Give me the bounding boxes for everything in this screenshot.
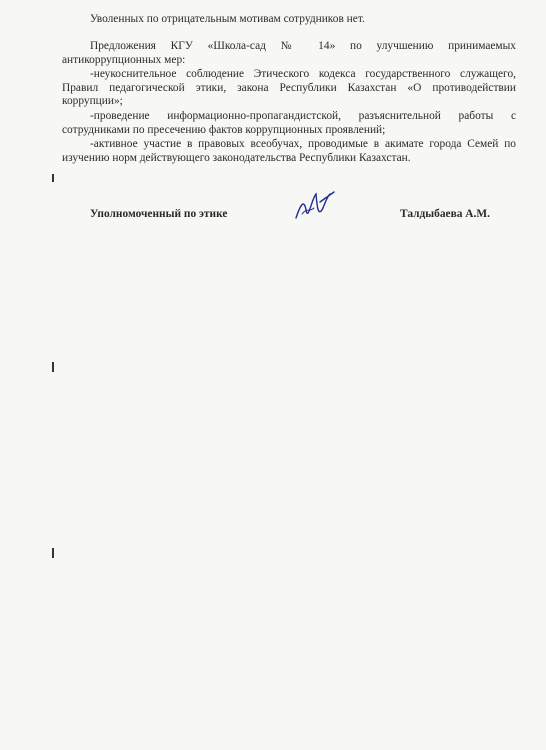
paragraph-proposals: Предложения КГУ «Школа-сад № 14» по улучшению принимаемых антикоррупционных мер: [62,40,516,66]
paragraph-outreach: -проведение информационно-пропагандистской, разъяснительной работы с сотрудниками по пресечению фактов коррупционных проявлений; [62,110,516,136]
handwritten-signature [290,188,336,232]
scan-mark [52,548,54,558]
scan-mark [52,174,54,182]
paragraph-legal-training: -активное участие в правовых всеобучах, проводимые в акимате города Семей по изучению норм действующего законодательства Республики Казахстан. [62,138,516,164]
scan-mark [52,362,54,372]
paragraph-ethics-code: -неукоснительное соблюдение Этического кодекса государственного служащего, Правил педагогической этики, закона Республики Казахстан «О противодействии коррупции»; [62,68,516,108]
signatory-name: Талдыбаева А.М. [400,208,490,220]
paragraph-dismissals: Уволенных по отрицательным мотивам сотрудников нет. [90,13,365,25]
signatory-role: Уполномоченный по этике [90,208,228,220]
